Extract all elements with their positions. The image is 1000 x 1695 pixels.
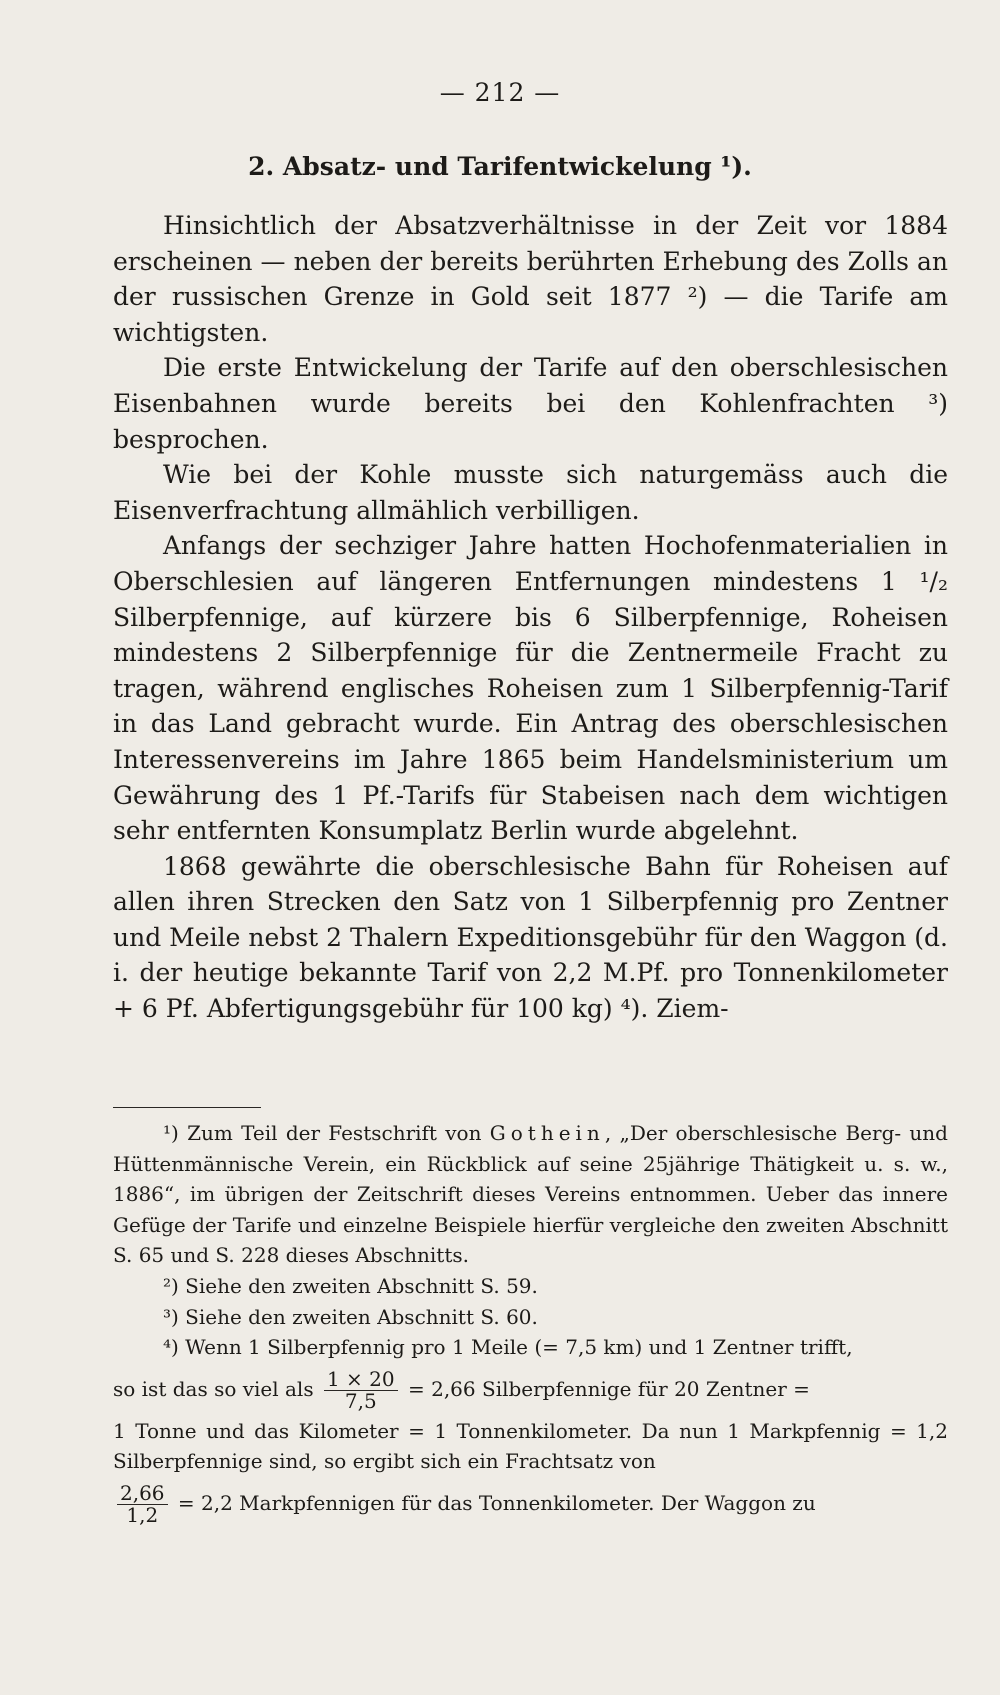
equation-suffix: = 2,2 Markpfennigen für das Tonnenkilometer. Der Waggon zu [177,1490,816,1515]
footnote-4-continuation: 1 Tonne und das Kilometer = 1 Tonnenkilometer. Da nun 1 Markpfennig = 1,2 Silberpfennige sind, so ergibt sich ein Frachtsatz von [113,1418,948,1474]
footnote-1 [113,1118,948,1271]
equation-prefix: so ist das so viel als [113,1376,314,1401]
fraction [324,1366,398,1413]
fraction [117,1480,168,1527]
footnote-divider [113,1107,261,1108]
body-text [113,208,948,1027]
paragraph: Die erste Entwickelung der Tarife auf den oberschlesischen Eisenbahnen wurde bereits bei den Kohlenfrachten ³) besprochen. [113,353,948,454]
page-number: — 212 — [439,78,561,107]
footnote-1-text: , „Der oberschlesische Berg- und Hüttenmännische Verein, ein Rückblick auf seine 25jährige Thätigkeit u. s. w., 1886“, im übrigen der Zeitschrift dieses Vereins entnommen. Ueber das innere Gefüge der Tarife und einzelne Beispiele hierfür vergleiche den zweiten Abschnitt S. 65 und S. 228 dieses Abschnitts. [113,1121,948,1268]
footnote-4: ⁴) Wenn 1 Silberpfennig pro 1 Meile (= 7,5 km) und 1 Zentner trifft, [163,1335,853,1360]
paragraph: 1868 gewährte die oberschlesische Bahn für Roheisen auf allen ihren Strecken den Satz von 1 Silberpfennig pro Zentner und Meile nebst 2 Thalern Expeditionsgebühr für den Waggon (d. i. der heutige bekannte Tarif von 2,2 M.Pf. pro Tonnenkilometer + 6 Pf. Abfertigungsgebühr für 100 kg) ⁴). Ziem- [113,851,948,1024]
footnotes [113,1118,948,1530]
footnote-1-mark: ¹) Zum Teil der Festschrift von [163,1121,490,1145]
section-heading: 2. Absatz- und Tarifentwickelung ¹). [248,152,752,181]
paragraph: Wie bei der Kohle musste sich naturgemäss auch die Eisenverfrachtung allmählich verbilligen. [113,460,948,525]
paragraph: Hinsichtlich der Absatzverhältnisse in der Zeit vor 1884 erscheinen — neben der bereits berührten Erhebung des Zolls an der russischen Grenze in Gold seit 1877 ²) — die Tarife am wichtigsten. [113,211,948,347]
footnote-2: ²) Siehe den zweiten Abschnitt S. 59. [163,1273,538,1298]
paragraph: Anfangs der sechziger Jahre hatten Hochofenmaterialien in Oberschlesien auf längeren Entfernungen mindestens 1 ¹/₂ Silberpfennige, auf kürzere bis 6 Silberpfennige, Roheisen mindestens 2 Silberpfennige für die Zentnermeile Fracht zu tragen, während englisches Roheisen zum 1 Silberpfennig-Tarif in das Land gebracht wurde. Ein Antrag des oberschlesischen Interessenvereins im Jahre 1865 beim Handelsministerium um Gewährung des 1 Pf.-Tarifs für Stabeisen nach dem wichtigen sehr entfernten Konsumplatz Berlin wurde abgelehnt. [113,531,948,846]
footnote-4-equation-2 [113,1480,948,1527]
footnote-4-equation [113,1366,948,1413]
equation-suffix: = 2,66 Silberpfennige für 20 Zentner = [407,1376,810,1401]
fraction-denominator: 7,5 [344,1388,377,1413]
fraction-denominator: 1,2 [126,1502,159,1527]
fraction-numerator: 2,66 [117,1483,168,1505]
footnote-author: Gothein [489,1121,605,1145]
fraction-numerator: 1 × 20 [324,1369,398,1391]
footnote-3: ³) Siehe den zweiten Abschnitt S. 60. [163,1304,538,1329]
